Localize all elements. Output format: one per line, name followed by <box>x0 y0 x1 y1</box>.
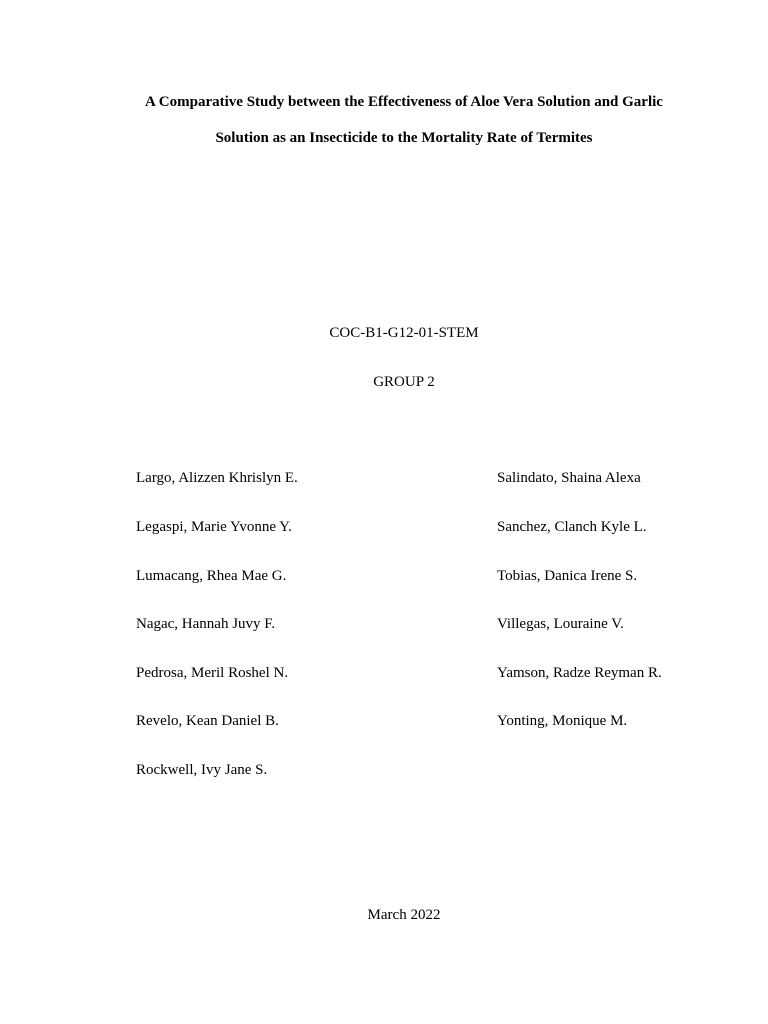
member-name: Yonting, Monique M. <box>497 713 628 729</box>
section-code: COC-B1-G12-01-STEM <box>329 325 479 341</box>
title-line-1: A Comparative Study between the Effectiveness of Aloe Vera Solution and Garlic <box>145 94 663 110</box>
date: March 2022 <box>367 907 441 923</box>
member-name: Rockwell, Ivy Jane S. <box>136 762 268 778</box>
member-name: Nagac, Hannah Juvy F. <box>136 616 276 632</box>
member-name: Salindato, Shaina Alexa <box>497 470 641 486</box>
member-name: Tobias, Danica Irene S. <box>497 568 638 584</box>
member-name: Sanchez, Clanch Kyle L. <box>497 519 647 535</box>
member-name: Villegas, Louraine V. <box>497 616 624 632</box>
title-line-2: Solution as an Insecticide to the Mortality Rate of Termites <box>215 130 593 146</box>
member-name: Lumacang, Rhea Mae G. <box>136 568 287 584</box>
group-label: GROUP 2 <box>373 374 435 390</box>
member-name: Yamson, Radze Reyman R. <box>497 665 662 681</box>
member-name: Legaspi, Marie Yvonne Y. <box>136 519 292 535</box>
member-name: Pedrosa, Meril Roshel N. <box>136 665 289 681</box>
member-name: Largo, Alizzen Khrislyn E. <box>136 470 298 486</box>
member-name: Revelo, Kean Daniel B. <box>136 713 279 729</box>
